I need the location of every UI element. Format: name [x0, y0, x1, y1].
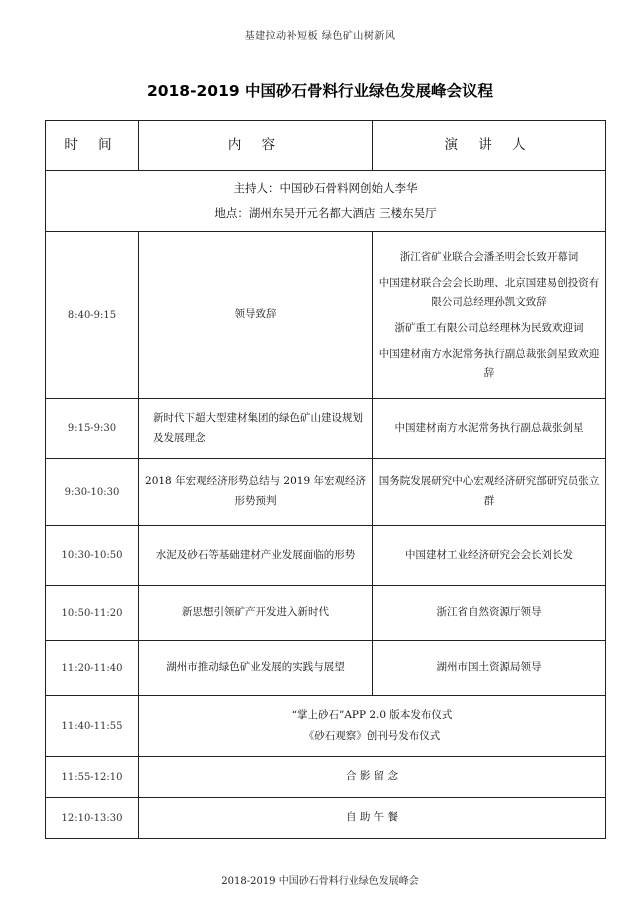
table-row [46, 798, 606, 839]
table-row [46, 641, 606, 696]
merged-content-cell [139, 696, 606, 757]
table-row [46, 586, 606, 641]
speaker-cell: 浙江省自然资源厅领导 [373, 586, 606, 641]
content-cell: 湖州市推动绿色矿业发展的实践与展望 [139, 641, 373, 696]
column-header-time: 时 间 [46, 121, 139, 171]
time-cell: 11:55-12:10 [46, 757, 139, 798]
venue-info: 地点：湖州东吴开元名都大酒店 三楼东吴厅 [214, 206, 437, 220]
speaker-entry: 中国建材南方水泥常务执行副总裁张剑星致欢迎辞 [378, 348, 600, 379]
host-venue-cell [46, 171, 606, 232]
footer-text: 2018-2019 中国砂石骨料行业绿色发展峰会 [221, 876, 419, 887]
table-row [46, 696, 606, 757]
merged-content-cell: 自 助 午 餐 [139, 798, 606, 839]
merged-content-cell: 合 影 留 念 [139, 757, 606, 798]
speaker-cell [373, 232, 606, 399]
content-cell: 2018 年宏观经济形势总结与 2019 年宏观经济形势预判 [139, 459, 373, 526]
content-cell: 新思想引领矿产开发进入新时代 [139, 586, 373, 641]
column-header-speaker: 演 讲 人 [373, 121, 606, 171]
host-info: 主持人：中国砂石骨料网创始人李华 [233, 180, 418, 195]
time-cell: 11:20-11:40 [46, 641, 139, 696]
speaker-cell: 湖州市国土资源局领导 [373, 641, 606, 696]
agenda-table [45, 120, 606, 839]
speaker-entry: 浙江省矿业联合会潘圣明会长致开幕词 [399, 250, 579, 263]
time-cell: 10:30-10:50 [46, 526, 139, 586]
content-cell: 新时代下超大型建材集团的绿色矿山建设规划及发展理念 [139, 399, 373, 459]
time-cell: 12:10-13:30 [46, 798, 139, 839]
host-venue-row [46, 171, 606, 232]
column-header-content: 内 容 [139, 121, 373, 171]
time-cell: 10:50-11:20 [46, 586, 139, 641]
table-row [46, 757, 606, 798]
table-row [46, 399, 606, 459]
page-title: 2018-2019 中国砂石骨料行业绿色发展峰会议程 [146, 82, 494, 100]
time-cell: 9:15-9:30 [46, 399, 139, 459]
release-ceremony-line: “掌上砂石”APP 2.0 版本发布仪式 [291, 709, 453, 721]
time-cell: 11:40-11:55 [46, 696, 139, 757]
speaker-entry: 中国建材联合会会长助理、北京国建易创投资有限公司总经理孙凯文致辞 [378, 277, 600, 308]
speaker-cell: 中国建材南方水泥常务执行副总裁张剑星 [373, 399, 606, 459]
content-cell: 水泥及砂石等基础建材产业发展面临的形势 [139, 526, 373, 586]
speaker-entry: 浙矿重工有限公司总经理林为民致欢迎词 [394, 322, 584, 334]
table-row [46, 232, 606, 399]
time-cell: 9:30-10:30 [46, 459, 139, 526]
speaker-cell: 国务院发展研究中心宏观经济研究部研究员张立群 [373, 459, 606, 526]
content-cell: 领导致辞 [139, 232, 373, 399]
time-cell: 8:40-9:15 [46, 232, 139, 399]
speaker-cell: 中国建材工业经济研究会会长刘长发 [373, 526, 606, 586]
table-row [46, 459, 606, 526]
header-slogan: 基建拉动补短板 绿色矿山树新风 [244, 31, 396, 42]
table-row [46, 526, 606, 586]
release-ceremony-line: 《砂石观察》创刊号发布仪式 [303, 730, 441, 742]
table-header-row [46, 121, 606, 171]
